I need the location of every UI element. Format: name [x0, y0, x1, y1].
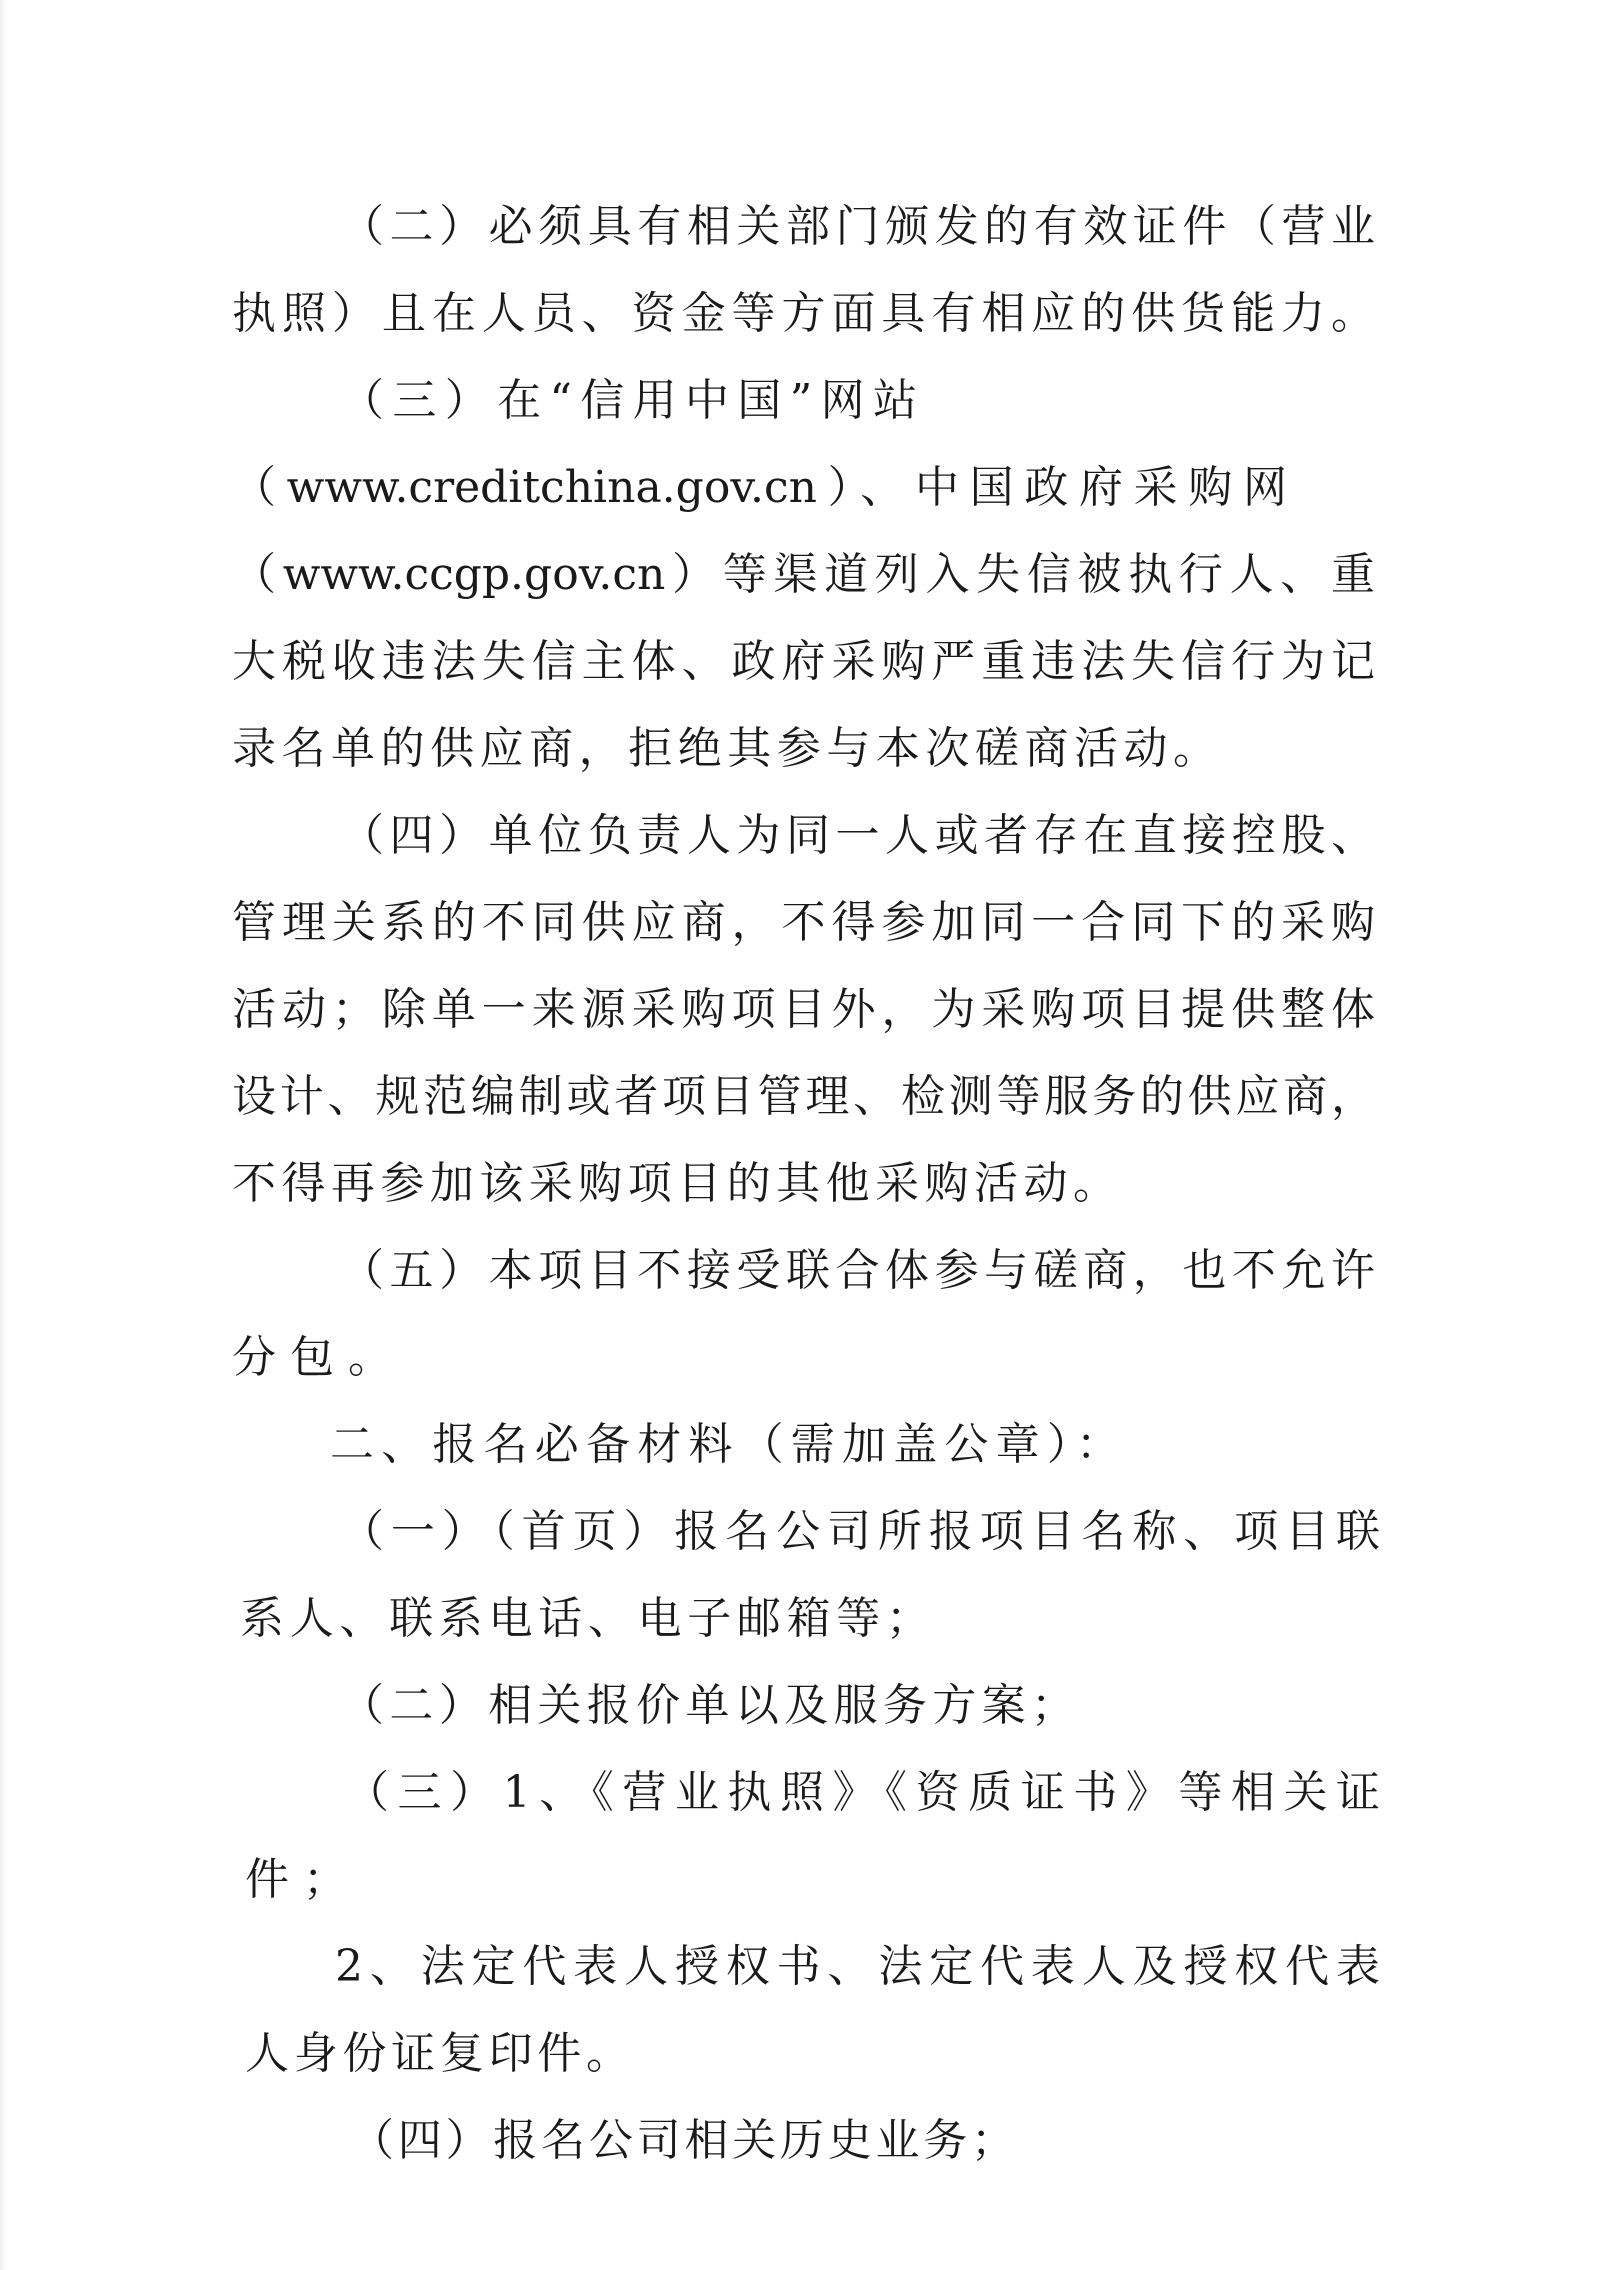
scan-edge [0, 0, 6, 2270]
text-line: 活动；除单一来源采购项目外，为采购项目提供整体 [232, 984, 1375, 1035]
text-line: （五）本项目不接受联合体参与磋商，也不允许 [340, 1245, 1375, 1296]
text-line: 人身份证复印件。 [245, 2028, 630, 2079]
text-line: （三）1、《营业执照》《资质证书》等相关证 [345, 1767, 1380, 1818]
text-line: 设计、规范编制或者项目管理、检测等服务的供应商， [232, 1071, 1375, 1122]
text-line: （二）必须具有相关部门颁发的有效证件（营业 [340, 201, 1375, 252]
text-line: 大税收违法失信主体、政府采购严重违法失信行为记 [232, 636, 1375, 687]
text-line: （www.ccgp.gov.cn）等渠道列入失信被执行人、重 [232, 549, 1375, 600]
text-line: （四）报名公司相关历史业务； [350, 2115, 1015, 2166]
text-line: （一）（首页）报名公司所报项目名称、项目联 [340, 1506, 1380, 1557]
text-line: （二）相关报价单以及服务方案； [340, 1680, 1075, 1731]
text-line: （三）在“信用中国”网站 [340, 375, 917, 426]
text-line: 录名单的供应商，拒绝其参与本次磋商活动。 [232, 723, 1217, 774]
section-heading: 二、报名必备材料（需加盖公章）： [330, 1419, 1120, 1470]
text-line: 系人、联系电话、电子邮箱等； [240, 1593, 930, 1644]
text-line: 件； [245, 1854, 361, 1905]
text-line: 执照）且在人员、资金等方面具有相应的供货能力。 [232, 288, 1375, 339]
text-line: 不得再参加该采购项目的其他采购活动。 [232, 1158, 1117, 1209]
text-line: （四）单位负责人为同一人或者存在直接控股、 [340, 810, 1375, 861]
text-line: （www.creditchina.gov.cn）、中国政府采购网 [232, 462, 1287, 513]
text-line: 分包。 [232, 1332, 406, 1383]
text-line: 管理关系的不同供应商，不得参加同一合同下的采购 [232, 897, 1375, 948]
text-line: 2、法定代表人授权书、法定代表人及授权代表 [335, 1941, 1380, 1992]
